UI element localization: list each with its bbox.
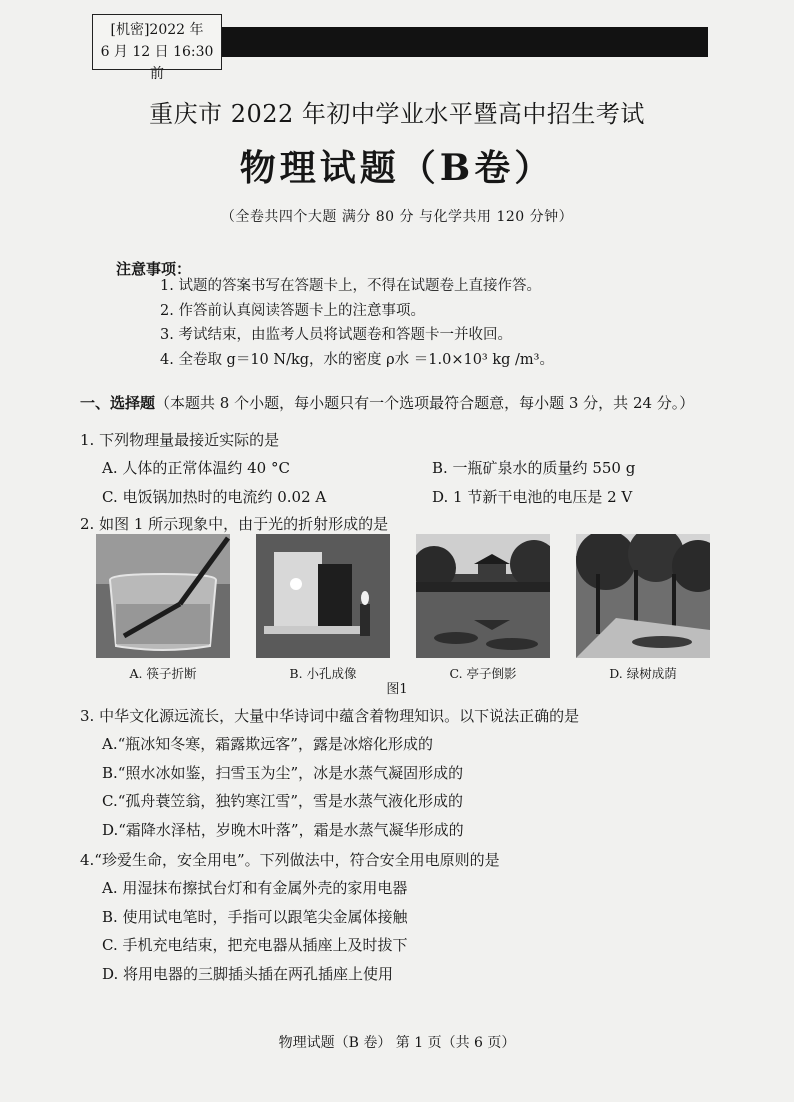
figure-a (96, 534, 230, 682)
figure-b (256, 534, 390, 682)
figure-caption: A. 筷子折断 (129, 666, 197, 681)
redaction-bar (222, 27, 708, 57)
question-4 (80, 846, 500, 988)
section-heading-title: 一、选择题 (80, 394, 156, 412)
exam-title: 重庆市 2022 年初中学业水平暨高中招生考试 (149, 100, 645, 128)
option-b: B. 一瓶矿泉水的质量约 550 g (432, 459, 636, 477)
options-list (80, 874, 500, 988)
pinhole-photo (256, 534, 390, 658)
question-stem: 2. 如图 1 所示现象中，由于光的折射形成的是 (80, 515, 389, 533)
figure-caption: D. 绿树成荫 (609, 666, 677, 681)
option-d: D. 将用电器的三脚插头插在两孔插座上使用 (102, 964, 394, 983)
page-footer: 物理试题（B 卷） 第 1 页（共 6 页） (278, 1035, 516, 1051)
options-list (80, 730, 579, 844)
option-c: C. 手机充电结束，把充电器从插座上及时拔下 (102, 936, 408, 954)
notes-list (160, 274, 554, 372)
option-c: C. 电饭锅加热时的电流约 0.02 A (102, 487, 327, 506)
notes-heading: 注意事项： (116, 260, 192, 278)
note-item: 2. 作答前认真阅读答题卡上的注意事项。 (160, 302, 425, 319)
option-a: A. 用湿抹布擦拭台灯和有金属外壳的家用电器 (102, 879, 408, 897)
option-d: D.“霜降水泽枯，岁晚木叶落”，霜是水蒸气凝华形成的 (102, 820, 464, 839)
question-1 (80, 426, 732, 511)
note-item: 3. 考试结束，由监考人员将试题卷和答题卡一并收回。 (160, 327, 512, 343)
confidential-line1: [机密]2022 年 (110, 22, 204, 38)
confidential-stamp (92, 14, 222, 82)
section-heading (80, 392, 694, 413)
figure-caption: C. 亭子倒影 (449, 666, 517, 681)
option-c: C.“孤舟蓑笠翁，独钓寒江雪”，雪是水蒸气液化形成的 (102, 792, 464, 810)
note-item: 4. 全卷取 g＝10 N/kg，水的密度 ρ水 ＝1.0×10³ kg /m³。 (160, 351, 554, 368)
figure-c (416, 534, 550, 682)
question-stem: 3. 中华文化源远流长，大量中华诗词中蕴含着物理知识。以下说法正确的是 (80, 707, 580, 725)
confidential-line2: 6 月 12 日 16:30 前 (100, 44, 214, 82)
figure-caption: B. 小孔成像 (289, 666, 357, 681)
exam-info: （全卷共四个大题 满分 80 分 与化学共用 120 分钟） (220, 209, 574, 225)
figure-d (576, 534, 710, 682)
section-heading-rules: （本题共 8 个小题，每小题只有一个选项最符合题意，每小题 3 分，共 24 分。） (155, 394, 695, 412)
question-stem: 1. 下列物理量最接近实际的是 (80, 431, 280, 449)
tree-shade-photo (576, 534, 710, 658)
option-d: D. 1 节新干电池的电压是 2 V (432, 487, 633, 506)
option-b: B. 使用试电笔时，手指可以跟笔尖金属体接触 (102, 907, 408, 926)
question-stem: 4.“珍爱生命，安全用电”。下列做法中，符合安全用电原则的是 (80, 851, 500, 869)
option-a: A. 人体的正常体温约 40 °C (102, 459, 290, 477)
options-grid (80, 454, 732, 511)
question-3 (80, 702, 579, 844)
figure-1 (96, 534, 712, 682)
option-a: A.“瓶冰知冬寒，霜露欺远客”，露是冰熔化形成的 (102, 735, 433, 753)
pavilion-reflection-photo (416, 534, 550, 658)
chopsticks-photo (96, 534, 230, 658)
figure-label: 图1 (386, 682, 408, 697)
note-item: 1. 试题的答案书写在答题卡上，不得在试题卷上直接作答。 (160, 278, 541, 294)
subject-title: 物理试题（B卷） (239, 147, 555, 189)
option-b: B.“照水冰如鉴，扫雪玉为尘”，冰是水蒸气凝固形成的 (102, 763, 464, 782)
